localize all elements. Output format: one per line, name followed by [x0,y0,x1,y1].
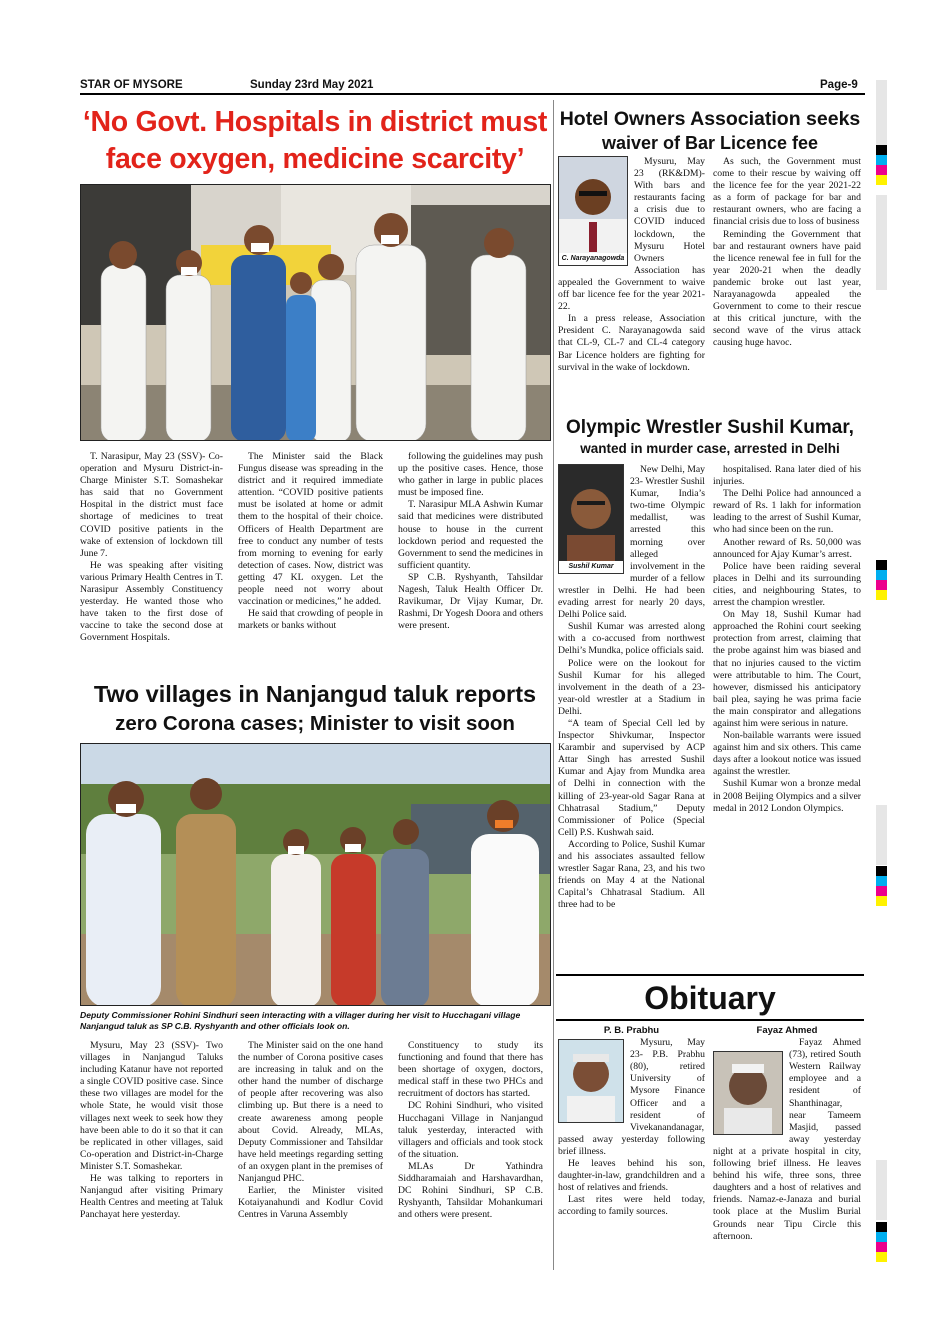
page-number: Page-9 [820,79,858,91]
obituary-bottom-rule [556,1019,864,1021]
paragraph: Mysuru, May 23 (SSV)- Two villages in Nanjangud Taluks including Katanur have not reported a single COVID positive case. Since these two villages are model for the whole State, he would visit those villages next week to seek how they have been able to do it so that it can be replicated in other villages, said Co-operation and District-in-Charge Minister S.T. Somashekar. [80,1040,223,1172]
story2-headline-line1: Two villages in Nanjangud taluk reports [93,681,537,707]
story3-column-1 [558,156,705,374]
header-rule [80,93,865,95]
paragraph: As such, the Government must come to their rescue by waiving off the licence fee for the year 2021-22 as a form of package for bar and restaurant owners, who are facing a financial crisis due to loss of business [713,156,861,228]
gray-bar-top [876,80,887,145]
paragraph: New Delhi, May 23- Wrestler Sushil Kumar, India’s two-time Olympic medallist, was arrested this morning over alleged involvement in the murder of a fellow wrestler in Delhi. He had been evading arrest for nearly 20 days, Delhi Police said. [558,464,705,621]
story4-column-2 [713,464,861,815]
portrait-image [714,1052,782,1134]
paragraph: Another reward of Rs. 50,000 was announced for Ajay Kumar’s arrest. [713,536,861,560]
story2-headline-line2: zero Corona cases; Minister to visit soon [115,712,515,735]
paragraph: Non-bailable warrants were issued against him and six others. This came days after a lookout notice was issued against the wrestler. [713,730,861,778]
color-swatch-3 [876,866,887,906]
color-swatch-4 [876,1222,887,1262]
story3-column-2 [713,156,861,350]
paper-name: STAR OF MYSORE [80,79,183,91]
obituary-title: Obituary [644,980,776,1016]
obituary-name-fayaz: Fayaz Ahmed [756,1025,818,1036]
paragraph: Sushil Kumar was arrested along with a co-accused from northwest Delhi’s Mundka, police officials said. [558,621,705,657]
story1-column-2 [238,451,383,632]
story2-photo [80,743,551,1006]
paragraph: “A team of Special Cell led by Inspector Shivkumar, Inspector Karambir and supervised by ACP Attar Singh has arrested Sushil Kumar and Ajay from Mundka area of Delhi in connection with the killing of 23-year-old Sagar Rana at Chhatrasal Stadium,” Deputy Commissioner of Police (Special Cell) P.S. Kushwah said. [558,717,705,838]
sushil-kumar-photo [558,464,624,574]
color-swatch-2 [876,560,887,600]
story4-column-1 [558,464,705,911]
portrait-image [559,1040,623,1122]
issue-date: Sunday 23rd May 2021 [250,79,374,91]
story1-headline-line1: ‘No Govt. Hospitals in district must [82,106,548,138]
paragraph: DC Rohini Sindhuri, who visited Hucchagani Village in Nanjangud taluk yesterday, interacted with villagers and officials and took stock of the situation. [398,1100,543,1160]
paragraph: Earlier, the Minister visited Kotaiyanahundi and Kodlur Covid Centres in Varuna Assembly [238,1185,383,1221]
paragraph: T. Narasipur, May 23 (SSV)- Co-operation and Mysuru District-in-Charge Minister S.T. Somashekar has said that no Government Hospital in the district must face shortage of medicines to treat COVID positive patients in the wake of extension of lockdown till June 7. [80,451,223,559]
paragraph: The Delhi Police had announced a reward of Rs. 1 lakh for information leading to the arrest of Sushil Kumar, who had since been on the run. [713,488,861,536]
obituary-right [713,1025,861,1243]
story4-headline-line1: Olympic Wrestler Sushil Kumar, [566,417,854,438]
story3-headline-line2: waiver of Bar Licence fee [601,133,819,153]
story2-column-1 [80,1040,223,1221]
story2-photo-caption: Deputy Commissioner Rohini Sindhuri seen interacting with a villager during her visit to Hucchagani village Nanjangud taluk as SP C.B. Ryshyanth and other officials look on. [80,1010,521,1031]
paragraph: Mysuru, May 23 (RK&DM)- With bars and restaurants facing a crisis due to COVID induced lockdown, the Mysuru Hotel Owners Association has appealed the Government to waive off bar licence fee for the year 2021-22. [558,156,705,313]
story1-photo [80,184,551,441]
story1-column-3 [398,451,543,632]
obituary-left [558,1025,705,1219]
paragraph: Last rites were held today, according to family sources. [558,1194,705,1218]
paragraph: The Minister said the Black Fungus disease was spreading in the district and it required immediate attention. “COVID positive patients must be isolated at home or admit them to the hospital of their choice. Officers of Health Department are free to conduct any number of tests from morning to evening for early detection of cases. Now, district was getting 47 KL oxygen. Let the people need not worry about vaccination or medicines,” he added. [238,451,383,608]
story1-headline-line2: face oxygen, medicine scarcity’ [105,143,525,175]
sushil-kumar-caption: Sushil Kumar [559,561,623,573]
obituary-name-prabhu: P. B. Prabhu [603,1025,660,1036]
section-divider [553,100,554,1270]
portrait-image [559,157,627,257]
portrait-image [559,465,623,563]
paragraph: Police were on the lookout for Sushil Kumar for his alleged involvement in the death of a 23-year-old wrestler at a Stadium in Delhi. [558,657,705,717]
gray-bar-3 [876,805,887,865]
obituary-top-rule [556,974,864,976]
paragraph: Constituency to study its functioning and found that there has been shortage of oxygen, doctors, medical staff in these two PHCs and recruitment of doctors has started. [398,1040,543,1100]
paragraph: T. Narasipur MLA Ashwin Kumar said that medicines were distributed house to house in the current lockdown period and requested the Government to send the medicines in sufficient quantity. [398,499,543,571]
paragraph: He said that crowding of people in markets or banks without [238,608,383,632]
officials-meeting-image [81,185,551,441]
paragraph: He was speaking after visiting various Primary Health Centres in T. Narasipur Assembly Constituency yesterday. He wanted those who have taken to the first dose of vaccine to take the second dose at Government Hospitals. [80,559,223,644]
fayaz-photo [713,1051,783,1135]
paragraph: SP C.B. Ryshyanth, Tahsildar Nagesh, Taluk Health Officer Dr. Ravikumar, Dr Vijay Kumar, Dr. Rashmi, Dr Yogesh Doora and others were present. [398,571,543,632]
paragraph: Reminding the Government that bar and restaurant owners have paid the licence renewal fee in full for the year 2020-21 when the deadly pandemic broke out last year, Narayanagowda appealed the Government to come to their rescue at this critical juncture, with the second wave of the virus attack causing huge havoc. [713,228,861,349]
paragraph: Fayaz Ahmed (73), retired South Western Railway employee and a resident of Shanthinagar, near Tameem Masjid, passed away yesterday night at a private hospital in city, following brief illness. He leaves behind his wife, three sons, three daughters and a host of relatives and friends. Namaz-e-Janaza and burial took place at the Muslim Burial Grounds near Tipu Circle this afternoon. [713,1037,861,1242]
paragraph: following the guidelines may push up the positive cases. Hence, those who gather in large in public places must be imposed fine. [398,451,543,499]
paragraph: The Minister said on the one hand the number of Corona positive cases are increasing in taluk and on the other hand the number of discharge of people after recovering was also climbing up. But there is a need to create awareness among people about Covid. Already, MLAs, Deputy Commissioner and Tahsildar have held meetings regarding setting of an oxygen plant in the premises of Nanjangud PHC. [238,1040,383,1185]
prabhu-photo [558,1039,624,1123]
story2-column-3 [398,1040,543,1221]
paragraph: He was talking to reporters in Nanjangud after visiting Primary Health Centres and meeting at Taluk Panchayat here yesterday. [80,1173,223,1221]
story1-column-1 [80,451,223,645]
narayanagowda-caption: C. Narayanagowda [559,253,627,265]
paragraph: Sushil Kumar won a bronze medal in 2008 Beijing Olympics and a silver medal in 2012 London Olympics. [713,778,861,814]
narayanagowda-photo [558,156,628,266]
color-swatch-1 [876,145,887,185]
paragraph: hospitalised. Rana later died of his injuries. [713,464,861,488]
paragraph: He leaves behind his son, daughter-in-law, grandchildren and a host of relatives and friends. [558,1158,705,1194]
gray-bar-4 [876,1160,887,1220]
paragraph: According to Police, Sushil Kumar and his associates assaulted fellow wrestler Sagar Rana, 23, and his two friends on May 4 at the National Capital’s Chhatrasal Stadium. All three had to be [558,838,705,911]
paragraph: In a press release, Association President C. Narayanagowda said that CL-9, CL-7 and CL-4 category Bar Licence holders are fighting for survival in the wake of lockdown. [558,313,705,373]
paragraph: On May 18, Sushil Kumar had approached the Rohini court seeking protection from arrest, claiming that the probe against him was biased and that no injuries caused to the victim were attributable to him. The Court, however, dismissed his anticipatory bail plea, saying he was prima facie the main conspirator and allegations against him were serious in nature. [713,609,861,729]
story2-column-2 [238,1040,383,1221]
paragraph: Police have been raiding several places in Delhi and its surrounding cities, and neighbouring States, to arrest the champion wrestler. [713,560,861,609]
story1-headline [80,104,550,178]
story3-headline-line1: Hotel Owners Association seeks [559,108,861,130]
paragraph: MLAs Dr Yathindra Siddharamaiah and Harshavardhan, DC Rohini Sindhuri, SP C.B. Ryshyanth, Tahsildar Mohankumari and others were present. [398,1160,543,1221]
paragraph: Mysuru, May 23- P.B. Prabhu (80), retired University of Mysore Finance Officer and a resident of Vivekanandanagar, passed away yesterday following brief illness. [558,1037,705,1157]
gray-bar-2 [876,195,887,290]
story4-headline-line2: wanted in murder case, arrested in Delhi [580,441,840,456]
village-visit-image [81,744,551,1006]
